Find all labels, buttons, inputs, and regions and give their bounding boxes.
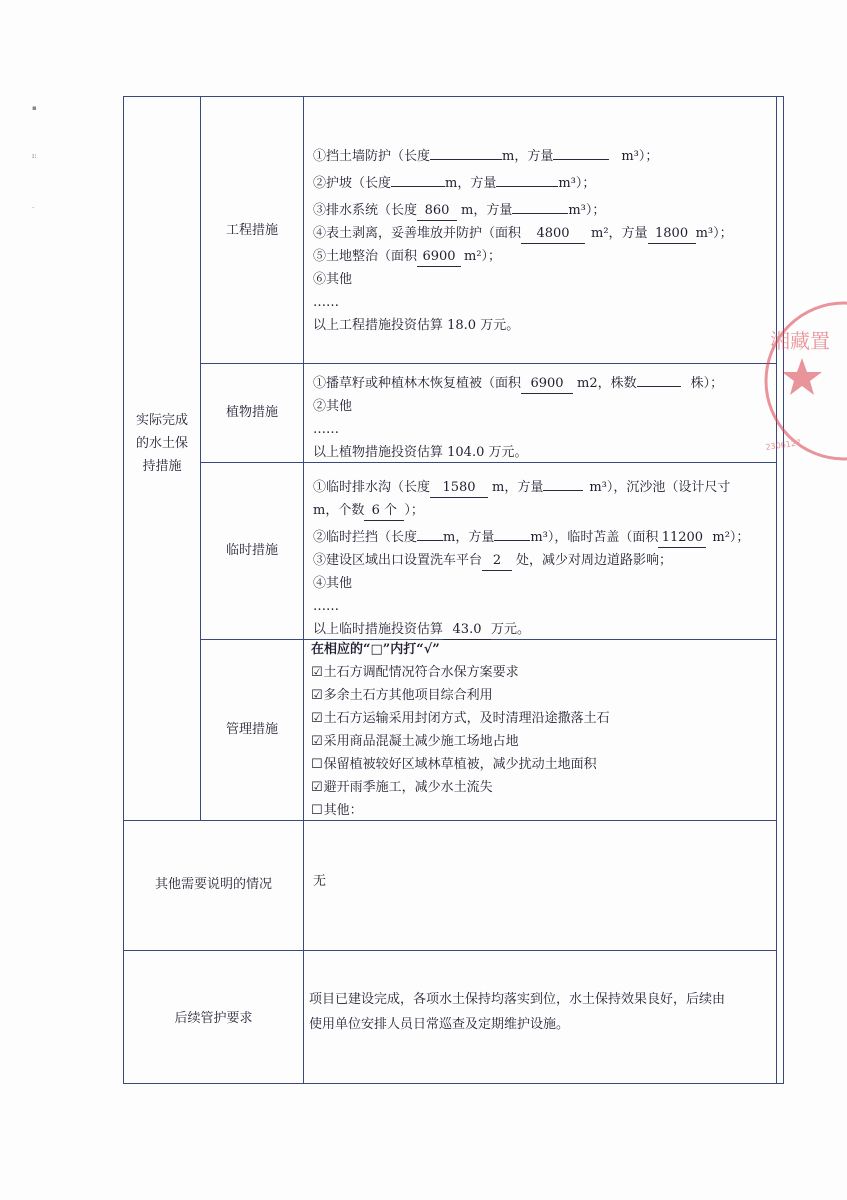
engineering-line-6: ⑥其他	[313, 272, 353, 287]
engineering-line-1: ①挡土墙防护（长度 m，方量 m³）；	[313, 141, 773, 168]
checked-box-icon: ☑	[311, 734, 323, 749]
scan-mark: ı:	[32, 152, 37, 160]
engineering-total: 以上工程措施投资估算 18.0 万元。	[313, 318, 520, 333]
followup-line-2: 使用单位安排人员日常巡查及定期维护设施。	[309, 1017, 570, 1032]
plant-content	[313, 368, 773, 464]
engineering-line-4: ④表土剥离，妥善堆放并防护（面积 4800 m²，方量 1800 m³）；	[313, 222, 773, 245]
plant-total: 以上植物措施投资估算 104.0 万元。	[313, 445, 528, 460]
checked-box-icon: ☑	[311, 780, 323, 795]
plant-line-2: ②其他	[313, 399, 353, 414]
section-label: 实际完成的水土保持措施	[135, 413, 188, 474]
seal-text: 湘藏置	[770, 329, 830, 353]
engineering-content	[313, 141, 773, 337]
engineering-dots: ……	[313, 295, 339, 310]
management-content	[311, 638, 773, 822]
temporary-line-2: m，个数 6 个 ）；	[313, 499, 775, 522]
temporary-line-1: ①临时排水沟（长度 1580 m，方量 m³），沉沙池（设计尺寸	[313, 472, 775, 499]
temporary-content	[313, 472, 775, 641]
checklist-item	[311, 661, 773, 684]
temporary-line-5: ④其他	[313, 576, 353, 591]
management-header: 在相应的“□”内打“√”	[311, 642, 440, 657]
followup-content	[309, 987, 775, 1037]
plant-line-1: ①播草籽或种植林木恢复植被（面积 6900 m2，株数 株）；	[313, 368, 773, 395]
checklist-item	[311, 776, 773, 799]
checklist-item-text: 土石方运输采用封闭方式，及时清理沿途撒落土石	[323, 711, 610, 726]
temporary-line-4: ③建设区域出口设置洗车平台 2 处，减少对周边道路影响；	[313, 549, 775, 572]
checklist-item-text: 多余土石方其他项目综合利用	[323, 688, 493, 703]
scan-mark: ▪	[32, 104, 37, 112]
official-seal	[762, 296, 847, 466]
checklist-item-text: 其他：	[323, 803, 363, 818]
engineering-label: 工程措施	[225, 223, 278, 238]
management-label: 管理措施	[225, 722, 278, 737]
checked-box-icon: ☑	[311, 711, 323, 726]
checklist-item	[311, 707, 773, 730]
other-notes-label: 其他需要说明的情况	[154, 877, 272, 892]
checked-box-icon: ☑	[311, 665, 323, 680]
engineering-line-2: ②护坡（长度 m，方量 m³）；	[313, 168, 773, 195]
plant-label: 植物措施	[225, 405, 278, 420]
checklist-item-text: 保留植被较好区域林草植被，减少扰动土地面积	[323, 757, 597, 772]
checklist-item-text: 土石方调配情况符合水保方案要求	[323, 665, 519, 680]
followup-line-1: 项目已建设完成，各项水土保持均落实到位，水土保持效果良好，后续由	[309, 992, 726, 1007]
engineering-line-3: ③排水系统（长度 860 m，方量 m³）；	[313, 195, 773, 222]
temporary-label: 临时措施	[225, 543, 278, 558]
followup-label: 后续管护要求	[174, 1011, 253, 1026]
checklist-item-text: 避开雨季施工，减少水土流失	[323, 780, 493, 795]
scan-mark: ·	[32, 204, 35, 212]
checklist-item	[311, 799, 773, 822]
management-checklist	[311, 661, 773, 822]
temporary-dots: ……	[313, 599, 339, 614]
seal-digits: 2306127	[765, 438, 802, 452]
seal-star-icon	[782, 358, 822, 395]
temporary-total: 以上临时措施投资估算 43.0 万元。	[313, 618, 775, 641]
other-notes-value: 无	[313, 874, 327, 889]
engineering-line-5: ⑤土地整治（面积 6900 m²）；	[313, 245, 773, 268]
checklist-item-text: 采用商品混凝土减少施工场地占地	[323, 734, 519, 749]
temporary-line-3: ②临时拦挡（长度 m，方量 m³），临时苫盖（面积 11200 m²）；	[313, 522, 775, 549]
unchecked-box-icon: ☐	[311, 757, 323, 772]
unchecked-box-icon: ☐	[311, 803, 323, 818]
checklist-item	[311, 684, 773, 707]
checklist-item	[311, 753, 773, 776]
plant-dots: ……	[313, 422, 339, 437]
checked-box-icon: ☑	[311, 688, 323, 703]
checklist-item	[311, 730, 773, 753]
